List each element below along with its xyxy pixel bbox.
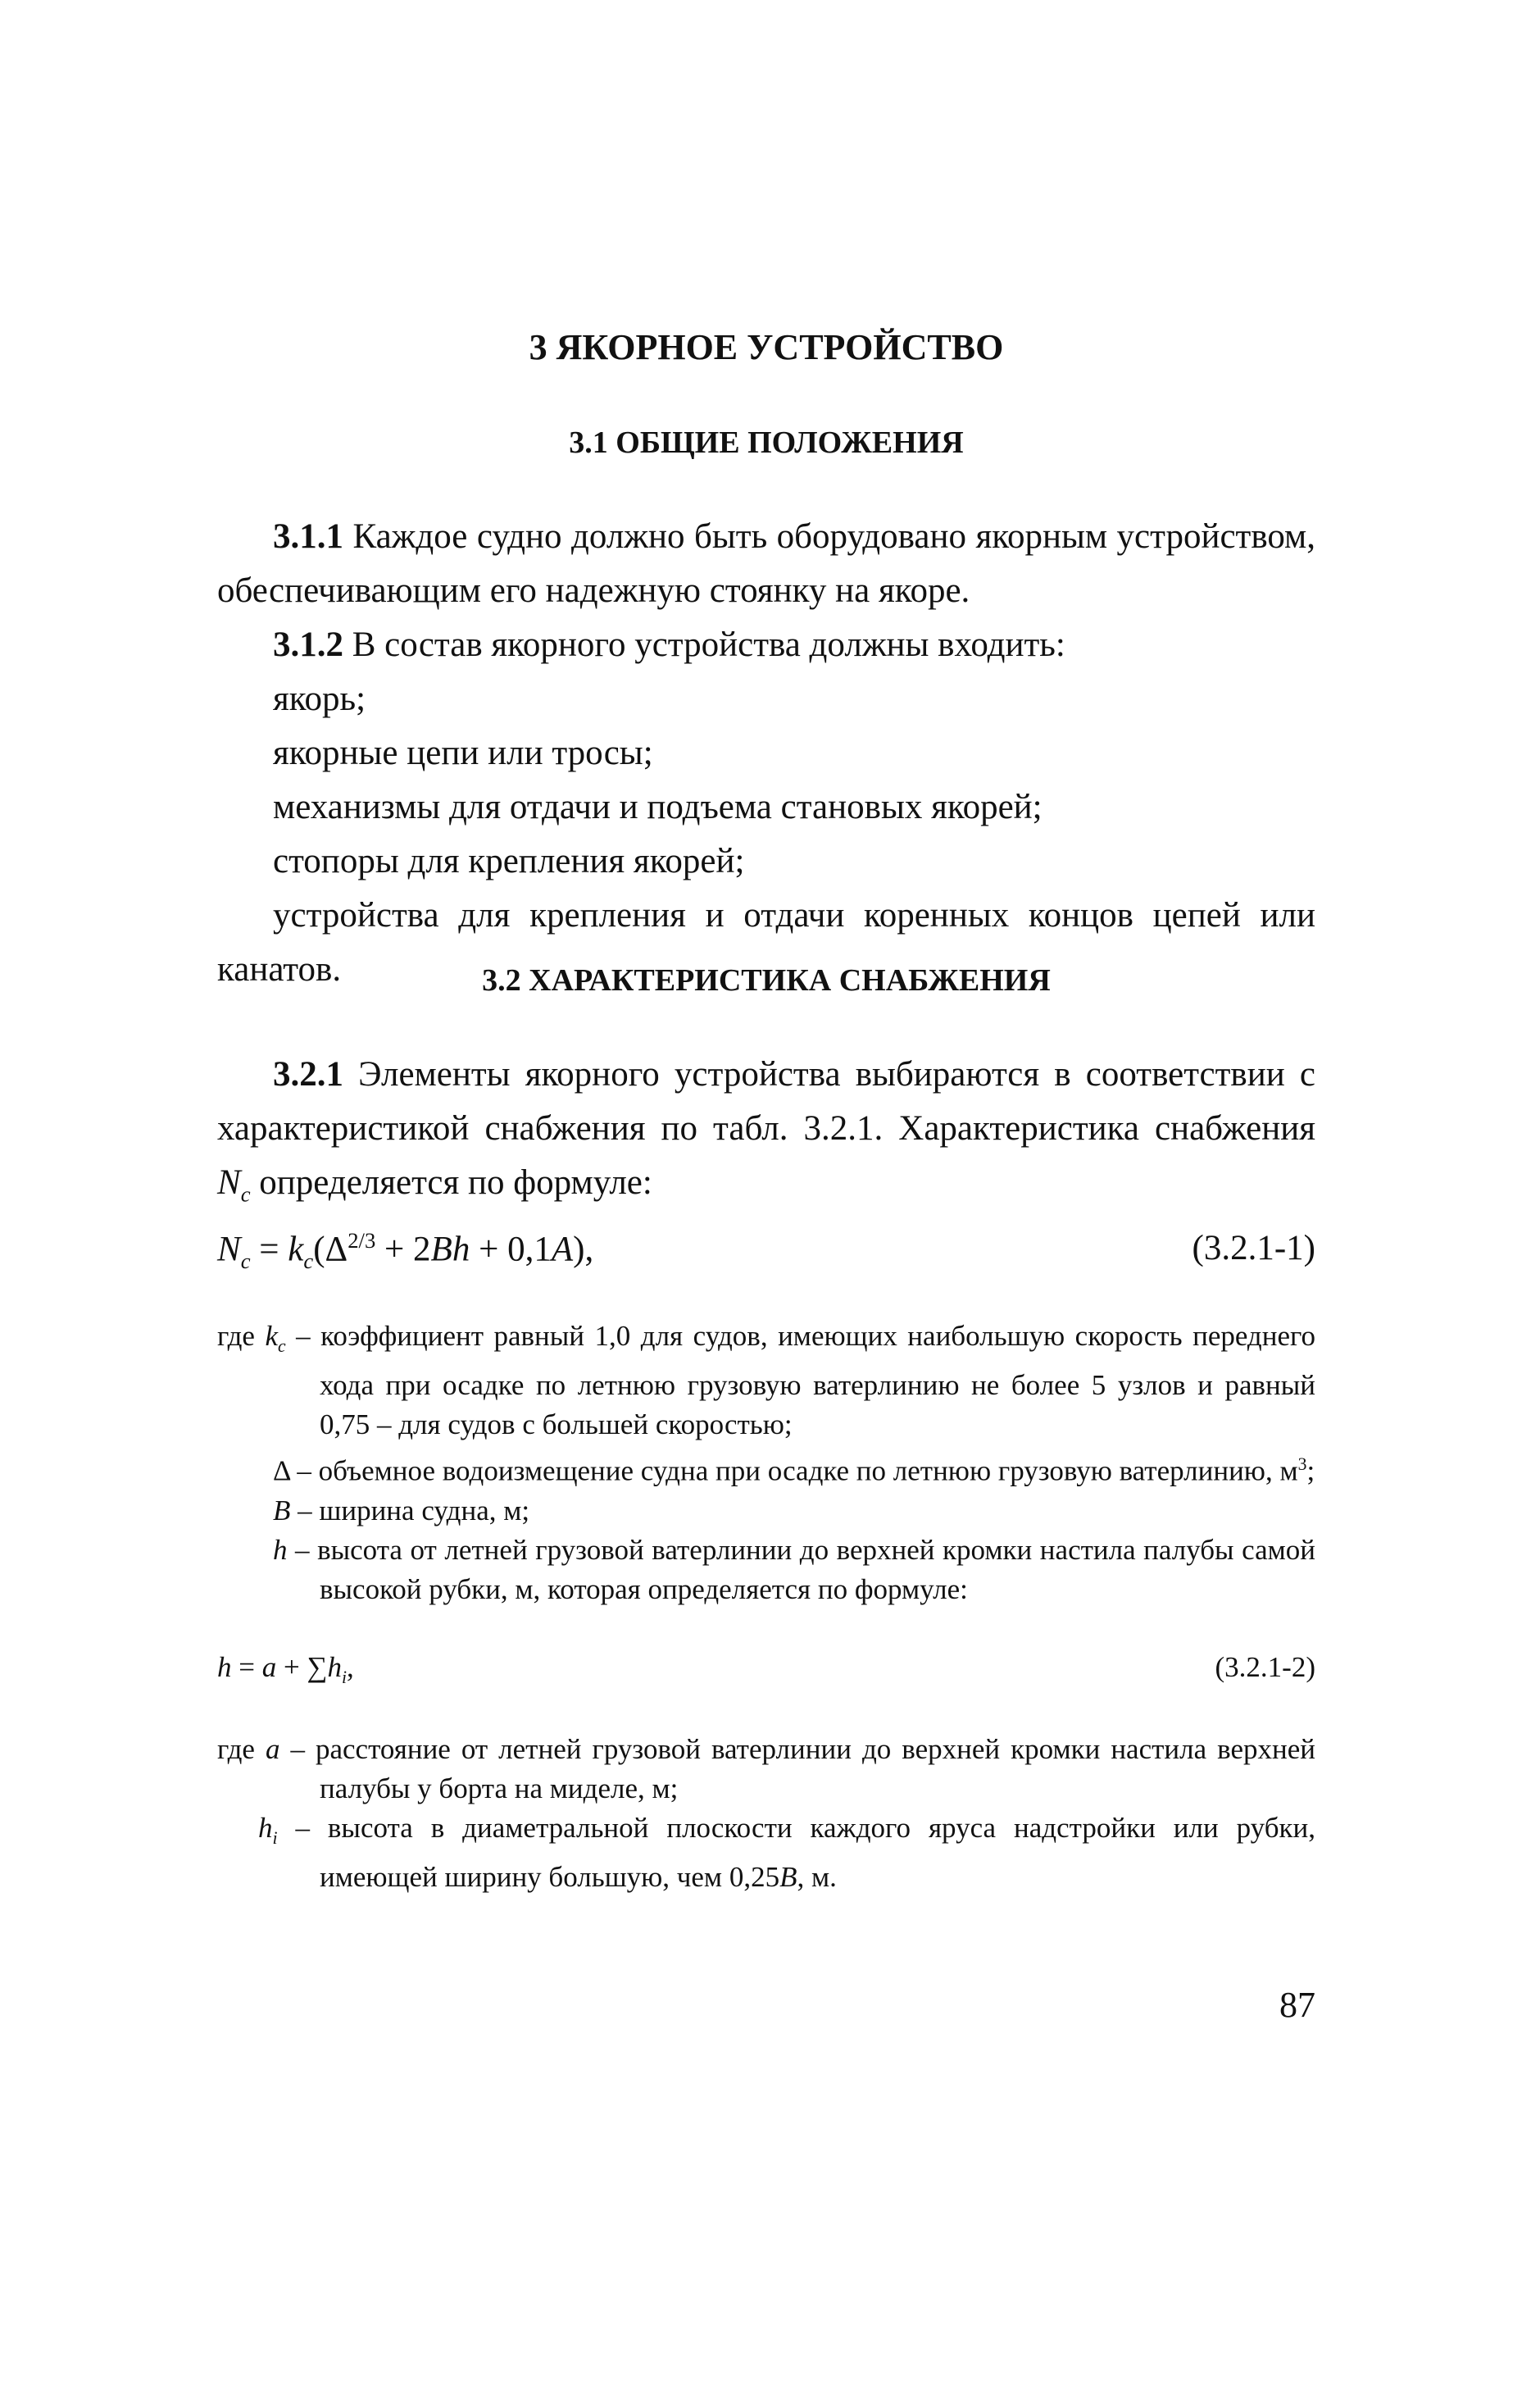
legend-prefix: где [217, 1320, 266, 1352]
legend-text: – расстояние от летней грузовой ватерлинии до верхней кромки настила верхней палубы у борта на миделе, м; [279, 1733, 1315, 1804]
math-subscript: c [278, 1336, 286, 1356]
list-item: якорные цепи или тросы; [273, 734, 653, 772]
formula-number: (3.2.1-2) [1215, 1651, 1315, 1683]
math-subscript: c [240, 1181, 251, 1207]
math-text: + 2 [375, 1230, 431, 1269]
math-variable: h [273, 1533, 288, 1566]
section-3-1-body [217, 510, 1315, 997]
math-subscript: c [240, 1248, 251, 1273]
math-variable: k [288, 1230, 304, 1269]
legend-text: – коэффициент равный 1,0 для судов, имеющих наибольшую скорость переднего хода при осадке по летнюю грузовую ватерлинию не более 5 узлов и равный 0,75 – для судов с большей скоростью; [285, 1320, 1315, 1440]
math-text: (Δ [313, 1230, 348, 1269]
formula-number: (3.2.1-1) [1192, 1229, 1315, 1267]
legend-text: – высота от летней грузовой ватерлинии до верхней кромки настила палубы самой высокой рубки, м, которая определяется по формуле: [287, 1533, 1315, 1605]
math-operator: = [250, 1230, 288, 1269]
legend-text: – ширина судна, м; [290, 1494, 530, 1526]
legend-text: ; [1306, 1454, 1315, 1487]
paragraph-3-1-1 [217, 510, 1315, 618]
math-variable: h [258, 1812, 273, 1844]
section-title-3-1: 3.1 ОБЩИЕ ПОЛОЖЕНИЯ [569, 425, 964, 460]
math-text: ), [573, 1230, 594, 1269]
legend-text: , м. [797, 1861, 837, 1893]
paragraph-3-2-1 [217, 1048, 1315, 1222]
formula-expression [217, 1651, 354, 1688]
math-subscript: i [272, 1828, 278, 1848]
formula-1-legend [217, 1317, 1315, 1609]
math-variable: N [217, 1230, 241, 1269]
math-operator: + ∑ [276, 1651, 328, 1683]
math-variable: h [327, 1651, 342, 1683]
math-variable: Bh [430, 1230, 470, 1269]
math-variable: a [265, 1733, 280, 1765]
paragraph-text: В состав якорного устройства должны входить: [343, 626, 1065, 664]
formula-expression [217, 1228, 593, 1274]
chapter-title: 3 ЯКОРНОЕ УСТРОЙСТВО [529, 327, 1004, 367]
math-variable: B [273, 1494, 291, 1526]
math-text: + 0,1 [470, 1230, 552, 1269]
paragraph-number: 3.1.2 [273, 626, 343, 664]
legend-item [217, 1317, 1315, 1445]
legend-item [217, 1531, 1315, 1609]
paragraph-text: Каждое судно должно быть оборудовано якорным устройством, обеспечивающим его надежную стоянку на якоре. [217, 517, 1315, 610]
section-3-2-body [217, 1048, 1315, 1222]
math-subscript: c [303, 1248, 314, 1273]
math-variable: N [217, 1163, 241, 1202]
legend-item [217, 1808, 1315, 1897]
math-superscript: 3 [1297, 1454, 1307, 1474]
math-superscript: 2/3 [348, 1228, 376, 1253]
list-item: стопоры для крепления якорей; [273, 842, 745, 880]
legend-item [217, 1491, 1315, 1531]
math-variable: h [217, 1651, 232, 1683]
legend-item [217, 1730, 1315, 1808]
legend-prefix: где [217, 1733, 266, 1765]
legend-text: – объемное водоизмещение судна при осадке по летнюю грузовую ватерлинию, м [289, 1454, 1298, 1487]
math-variable: a [261, 1651, 277, 1683]
math-variable: k [265, 1320, 278, 1352]
math-variable: B [779, 1861, 797, 1893]
paragraph-number: 3.2.1 [273, 1055, 343, 1094]
section-title-3-2: 3.2 ХАРАКТЕРИСТИКА СНАБЖЕНИЯ [482, 963, 1051, 998]
paragraph-text: Элементы якорного устройства выбираются в соответствии с характеристикой снабжения по табл. 3.2.1. Характеристика снабжения [217, 1055, 1315, 1148]
legend-item [217, 1445, 1315, 1491]
list-item: устройства для крепления и отдачи коренных концов цепей или канатов. [217, 896, 1315, 989]
formula-3-2-1-2 [217, 1651, 1315, 1688]
math-text: , [346, 1651, 354, 1683]
formula-3-2-1-1 [217, 1228, 1315, 1274]
legend-text: – высота в диаметральной плоскости каждого яруса надстройки или рубки, имеющей ширину большую, чем 0,25 [277, 1812, 1315, 1893]
math-subscript: i [341, 1667, 347, 1687]
page-number: 87 [1279, 1985, 1315, 2025]
paragraph-3-1-2 [217, 618, 1315, 672]
math-operator: = [231, 1651, 262, 1683]
list-item: якорь; [273, 680, 366, 718]
math-variable: A [551, 1230, 574, 1269]
math-variable: Δ [273, 1454, 290, 1487]
list-item: механизмы для отдачи и подъема становых якорей; [273, 788, 1043, 826]
paragraph-number: 3.1.1 [273, 517, 343, 556]
formula-2-legend [217, 1730, 1315, 1897]
paragraph-text-tail: определяется по формуле: [250, 1163, 652, 1202]
